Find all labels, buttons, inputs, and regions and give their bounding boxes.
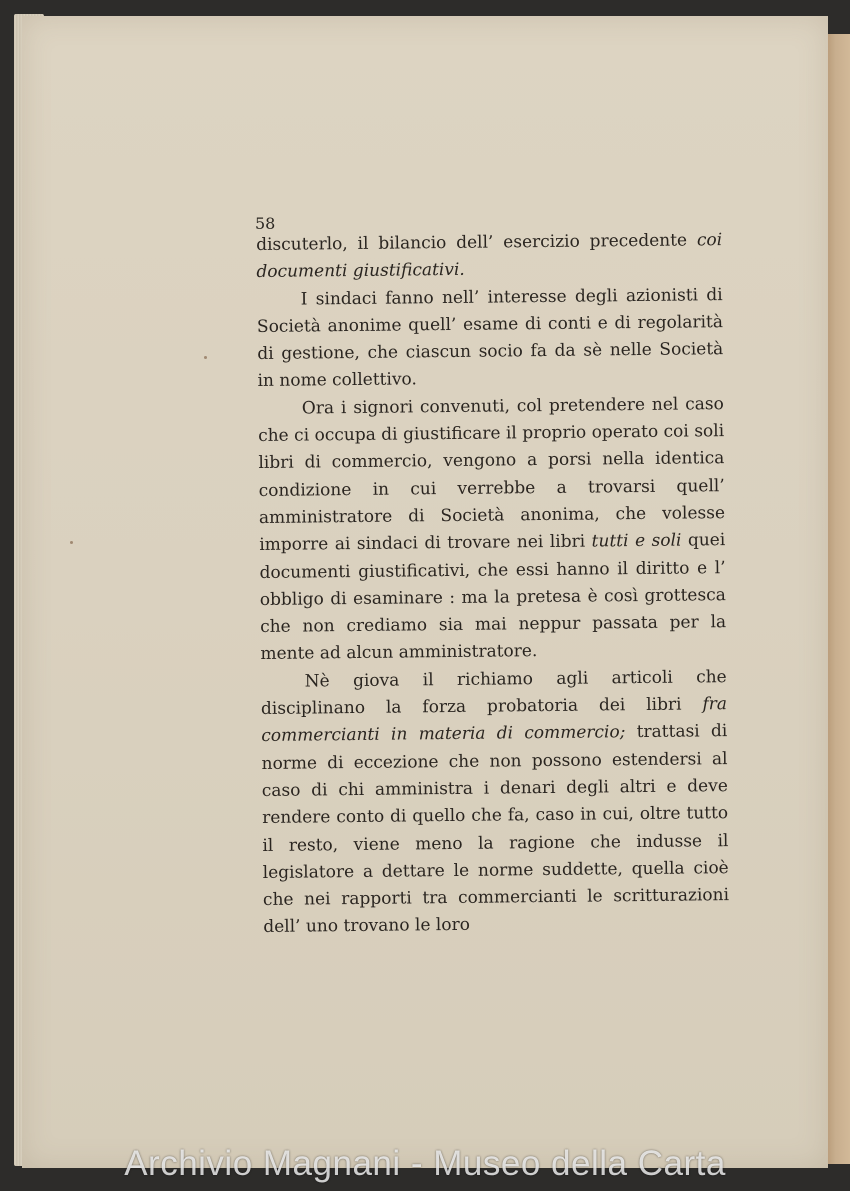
page-number: 58 xyxy=(255,214,276,233)
paper-speck xyxy=(70,541,73,544)
text-segment: Nè giova il richiamo agli articoli che disciplinano la forza probatoria dei libri xyxy=(260,666,727,720)
body-text xyxy=(256,227,729,942)
facing-page-edge xyxy=(826,34,850,1164)
archive-watermark: Archivio Magnani - Museo della Carta xyxy=(124,1144,726,1183)
text-segment: I sindaci fanno nell’ interesse degli azionisti di Società anonime quell’ esame di conti e di regolarità di gestione, che ciascun socio fa da sè nelle Società in nome collettivo. xyxy=(256,284,724,392)
text-segment: Ora i signori convenuti, col pretendere nel caso che ci occupa di giustificare il proprio operato coi soli libri di commercio, vengono a porsi nella identica condizione in cui verrebbe a trovarsi quell’ amministratore di Società anonima, che volesse imporre ai sindaci di trovare nei libri xyxy=(258,393,726,556)
paper-speck xyxy=(204,356,207,359)
paragraph xyxy=(258,391,727,669)
text-segment: discuterlo, il bilancio dell’ esercizio precedente xyxy=(256,230,698,255)
paragraph xyxy=(256,227,723,286)
italic-text: fra commercianti in materia di commercio; xyxy=(261,694,728,747)
italic-text: coi documenti giustificativi. xyxy=(256,230,723,283)
text-segment: trattasi di norme di eccezione che non possono estendersi al caso di chi amministra i denari degli altri e deve rendere conto di quello che fa, caso in cui, oltre tutto il resto, viene meno la ragione che indusse il legislatore a dettare le norme suddette, quella cioè che nei rapporti tra commercianti le scritturazioni dell’ uno trovano le loro xyxy=(261,721,730,938)
paragraph xyxy=(261,664,730,942)
paragraph xyxy=(257,282,724,396)
text-segment: quei documenti giustificativi, che essi hanno il diritto e l’ obbligo di esaminare : ma la pretesa è così grottesca che non crediamo sia mai neppur passata per la mente ad alcun amministratore. xyxy=(259,530,727,665)
italic-text: tutti e soli xyxy=(591,530,682,552)
